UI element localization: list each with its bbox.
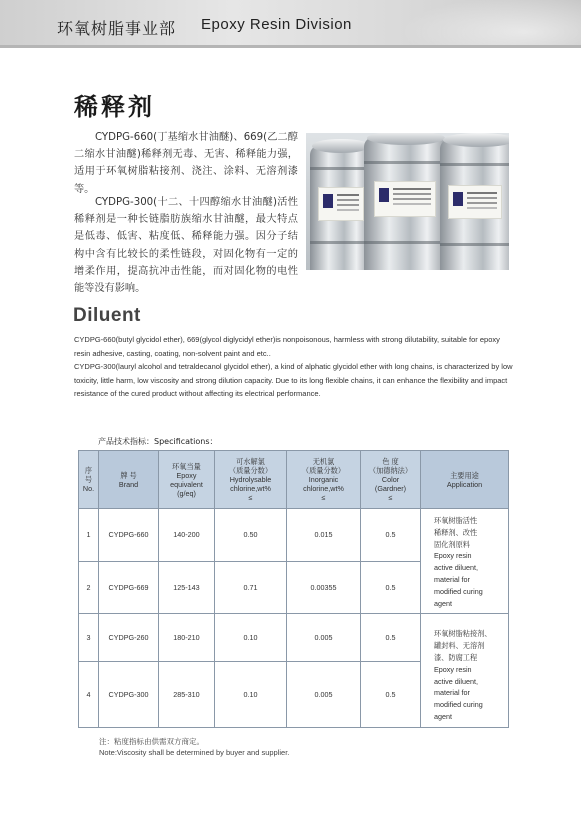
header-no: 序 号 No.: [79, 451, 99, 509]
cell-application: 环氧树脂粘接剂、 罐封料、无溶剂 漆、防腐工程 Epoxy resin active diluent, material for modified curing agent: [421, 614, 509, 728]
cell-epoxy-equivalent: 125-143: [159, 561, 215, 614]
cell-no: 3: [79, 614, 99, 662]
cell-color: 0.5: [361, 561, 421, 614]
drum-can: [310, 145, 372, 270]
product-photo: [306, 133, 509, 270]
header-hydrolysable-chlorine: 可水解氯 （质量分数） Hydrolysable chlorine,wt% ≤: [215, 451, 287, 509]
cell-no: 2: [79, 561, 99, 614]
header-divider: [0, 45, 581, 48]
header-inorganic-chlorine: 无机氯 （质量分数） Inorganic chlorine,wt% ≤: [287, 451, 361, 509]
cell-inorganic-chlorine: 0.005: [287, 614, 361, 662]
en-paragraph-2: CYDPG-300(lauryl alcohol and tetraldecanol glycidol ether), a kind of alphatic glycidol ether with long chains, is characterized by low toxicity, little harm, low viscosity and strong dilution capacity. Due to its long flexible chains, it can enhance the flexibility and impact resistance of the cured product without affecting its electrical performance.: [74, 362, 513, 399]
cell-color: 0.5: [361, 614, 421, 662]
cell-no: 1: [79, 509, 99, 562]
division-title-cn: 环氧树脂事业部: [57, 19, 177, 38]
cell-hydrolysable-chlorine: 0.71: [215, 561, 287, 614]
cell-hydrolysable-chlorine: 0.10: [215, 662, 287, 728]
cell-brand: CYDPG-260: [99, 614, 159, 662]
note-en: Note:Viscosity shall be determined by buyer and supplier.: [99, 747, 290, 757]
header-color: 色 度 （加德纳法） Color (Gardner) ≤: [361, 451, 421, 509]
cell-hydrolysable-chlorine: 0.10: [215, 614, 287, 662]
cell-brand: CYDPG-669: [99, 561, 159, 614]
table-header-row: [79, 451, 509, 509]
drum-can: [440, 139, 509, 270]
header-brand: 牌 号 Brand: [99, 451, 159, 509]
header-epoxy-equivalent: 环氧当量 Epoxy equivalent (g/eq): [159, 451, 215, 509]
division-title-en: Epoxy Resin Division: [201, 16, 352, 33]
cell-application: 环氧树脂活性 稀释剂、改性 固化剂原料 Epoxy resin active diluent, material for modified curing agent: [421, 509, 509, 614]
cell-color: 0.5: [361, 662, 421, 728]
note-cn: 注：粘度指标由供需双方商定。: [99, 737, 204, 746]
page-header: [0, 0, 581, 48]
specifications-table: [78, 450, 509, 728]
section-title-diluent: Diluent: [73, 305, 141, 326]
specifications-label: 产品技术指标：Specifications：: [98, 437, 218, 446]
en-paragraph-1: CYDPG-660(butyl glycidol ether), 669(glycol diglycidyl ether)is nonpoisonous, harmless with strong dilutability, suitable for epoxy resin adhesive, casting, coating, non-solvent paint and etc..: [74, 335, 500, 358]
cell-epoxy-equivalent: 285-310: [159, 662, 215, 728]
cell-brand: CYDPG-300: [99, 662, 159, 728]
cell-inorganic-chlorine: 0.005: [287, 662, 361, 728]
cell-brand: CYDPG-660: [99, 509, 159, 562]
cell-hydrolysable-chlorine: 0.50: [215, 509, 287, 562]
header-application: 主要用途 Application: [421, 451, 509, 509]
table-row: [79, 614, 509, 662]
cell-no: 4: [79, 662, 99, 728]
cn-paragraph-1: CYDPG-660(丁基缩水甘油醚)、669(乙二醇二缩水甘油醚)稀释剂无毒、无害、稀释能力强，适用于环氧树脂粘接剂、浇注、涂料、无溶剂漆等。: [74, 132, 298, 195]
table-notes: [99, 737, 289, 758]
page-title: 稀释剂: [74, 93, 155, 121]
cell-epoxy-equivalent: 180-210: [159, 614, 215, 662]
table-row: [79, 509, 509, 562]
drum-can: [364, 137, 448, 270]
cn-paragraph-2: CYDPG-300(十二、十四醇缩水甘油醚)活性稀释剂是一种长链脂肪族缩水甘油醚，最大特点是低毒、低害、粘度低、稀释能力强。因分子结构中含有比较长的柔性链段，对固化物有一定的增柔作用，提高抗冲击性能，而对固化物的电性能等没有影响。: [74, 197, 298, 295]
cell-epoxy-equivalent: 140-200: [159, 509, 215, 562]
header-decoration: [380, 0, 581, 48]
cell-inorganic-chlorine: 0.00355: [287, 561, 361, 614]
cell-inorganic-chlorine: 0.015: [287, 509, 361, 562]
cell-color: 0.5: [361, 509, 421, 562]
